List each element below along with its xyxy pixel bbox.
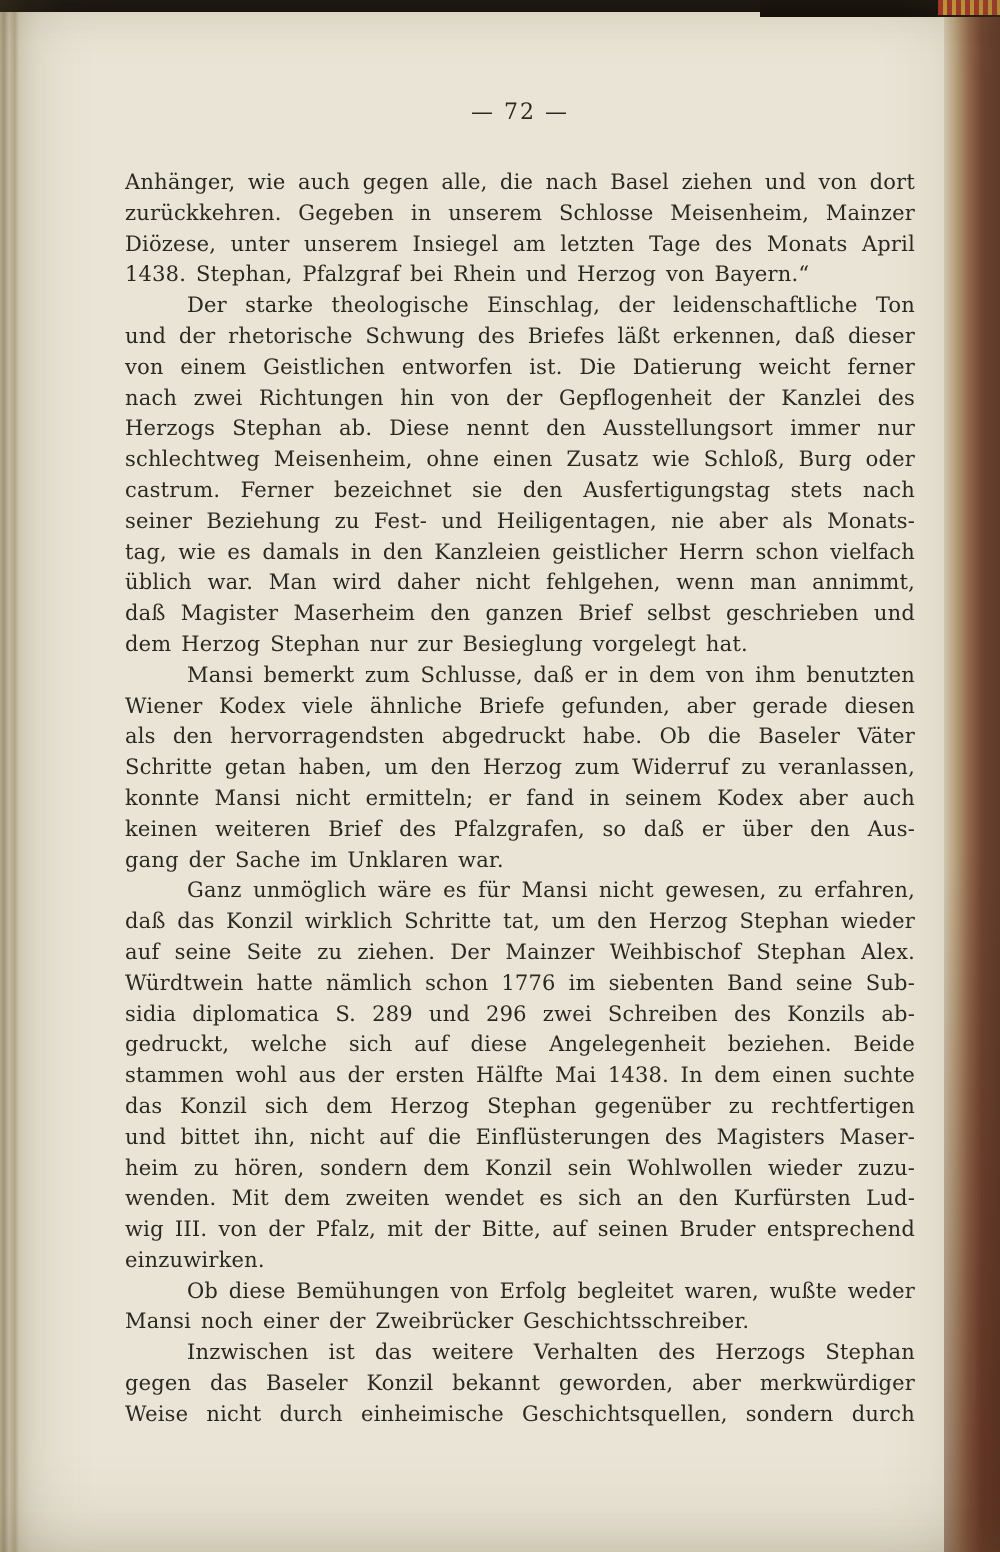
text-line: Inzwischen ist das weitere Verhalten des Herzogs Stephan	[187, 1340, 915, 1365]
text-line: sidia diplomatica S. 289 und 296 zwei Schreiben des Konzils ab-	[125, 1001, 915, 1026]
text-line: zurückkehren. Gegeben in unserem Schlosse Meisenheim, Mainzer	[125, 200, 915, 225]
text-line: gang der Sache im Unklaren war.	[125, 847, 504, 872]
text-line: Schritte getan haben, um den Herzog zum Widerruf zu veranlassen,	[125, 755, 915, 780]
text-line: das Konzil sich dem Herzog Stephan gegenüber zu rechtfertigen	[125, 1093, 915, 1118]
paragraph	[125, 875, 915, 1275]
text-line: Wiener Kodex viele ähnliche Briefe gefunden, aber gerade diesen	[125, 693, 915, 718]
text-line: gedruckt, welche sich auf diese Angelegenheit beziehen. Beide	[125, 1032, 915, 1057]
text-line: und der rhetorische Schwung des Briefes läßt erkennen, daß dieser	[125, 323, 915, 348]
paragraph	[125, 1276, 915, 1338]
text-line: als den hervorragendsten abgedruckt habe. Ob die Baseler Väter	[125, 724, 915, 749]
book-headband	[938, 0, 1000, 17]
text-line: und bittet ihn, nicht auf die Einflüsterungen des Magisters Maser-	[125, 1124, 915, 1149]
page-gutter-edge	[0, 0, 32, 1552]
paragraph	[125, 167, 915, 290]
text-line: Weise nicht durch einheimische Geschichtsquellen, sondern durch	[125, 1401, 915, 1426]
page-text	[125, 167, 915, 1430]
text-line: seiner Beziehung zu Fest- und Heiligentagen, nie aber als Monats-	[125, 508, 915, 533]
text-line: einzuwirken.	[125, 1247, 265, 1272]
text-line: tag, wie es damals in den Kanzleien geistlicher Herrn schon vielfach	[125, 539, 915, 564]
page-number: — 72 —	[471, 100, 569, 125]
text-line: Mansi bemerkt zum Schlusse, daß er in dem von ihm benutzten	[187, 662, 915, 687]
text-line: Ob diese Bemühungen von Erfolg begleitet waren, wußte weder	[187, 1278, 915, 1303]
text-line: konnte Mansi nicht ermitteln; er fand in seinem Kodex aber auch	[125, 785, 915, 810]
text-line: castrum. Ferner bezeichnet sie den Ausfertigungstag stets nach	[125, 477, 915, 502]
text-line: Anhänger, wie auch gegen alle, die nach Basel ziehen und von dort	[125, 170, 915, 194]
paragraph	[125, 1337, 915, 1429]
text-line: schlechtweg Meisenheim, ohne einen Zusatz wie Schloß, Burg oder	[125, 447, 915, 472]
book-cover-edge	[944, 0, 1000, 1552]
text-line: Würdtwein hatte nämlich schon 1776 im siebenten Band seine Sub-	[125, 970, 915, 995]
book-top-edge-shadow	[760, 0, 938, 17]
text-line: üblich war. Man wird daher nicht fehlgehen, wenn man annimmt,	[125, 570, 915, 595]
text-line: wig III. von der Pfalz, mit der Bitte, auf seinen Bruder entsprechend	[125, 1217, 915, 1242]
text-line: von einem Geistlichen entworfen ist. Die Datierung weicht ferner	[125, 354, 915, 379]
text-line: stammen wohl aus der ersten Hälfte Mai 1438. In dem einen suchte	[125, 1063, 915, 1088]
text-line: daß das Konzil wirklich Schritte tat, um den Herzog Stephan wieder	[125, 909, 915, 934]
text-line: heim zu hören, sondern dem Konzil sein Wohlwollen wieder zuzu-	[125, 1155, 915, 1180]
text-line: Ganz unmöglich wäre es für Mansi nicht gewesen, zu erfahren,	[187, 878, 915, 903]
text-line: Der starke theologische Einschlag, der leidenschaftliche Ton	[187, 293, 915, 318]
text-line: keinen weiteren Brief des Pfalzgrafen, so daß er über den Aus-	[125, 816, 915, 841]
paragraph	[125, 660, 915, 876]
text-line: auf seine Seite zu ziehen. Der Mainzer Weihbischof Stephan Alex.	[125, 939, 915, 964]
text-line: dem Herzog Stephan nur zur Besieglung vorgelegt hat.	[125, 631, 748, 656]
text-line: wenden. Mit dem zweiten wendet es sich an den Kurfürsten Lud-	[125, 1186, 915, 1211]
text-line: Diözese, unter unserem Insiegel am letzten Tage des Monats April	[125, 231, 915, 256]
text-line: gegen das Baseler Konzil bekannt geworden, aber merkwürdiger	[125, 1371, 915, 1396]
text-line: Mansi noch einer der Zweibrücker Geschichtsschreiber.	[125, 1309, 750, 1334]
text-line: 1438. Stephan, Pfalzgraf bei Rhein und Herzog von Bayern.“	[125, 262, 810, 287]
text-line: daß Magister Maserheim den ganzen Brief selbst geschrieben und	[125, 601, 915, 626]
paragraph	[125, 290, 915, 660]
text-line: nach zwei Richtungen hin von der Gepflogenheit der Kanzlei des	[125, 385, 915, 410]
text-line: Herzogs Stephan ab. Diese nennt den Ausstellungsort immer nur	[125, 416, 915, 441]
